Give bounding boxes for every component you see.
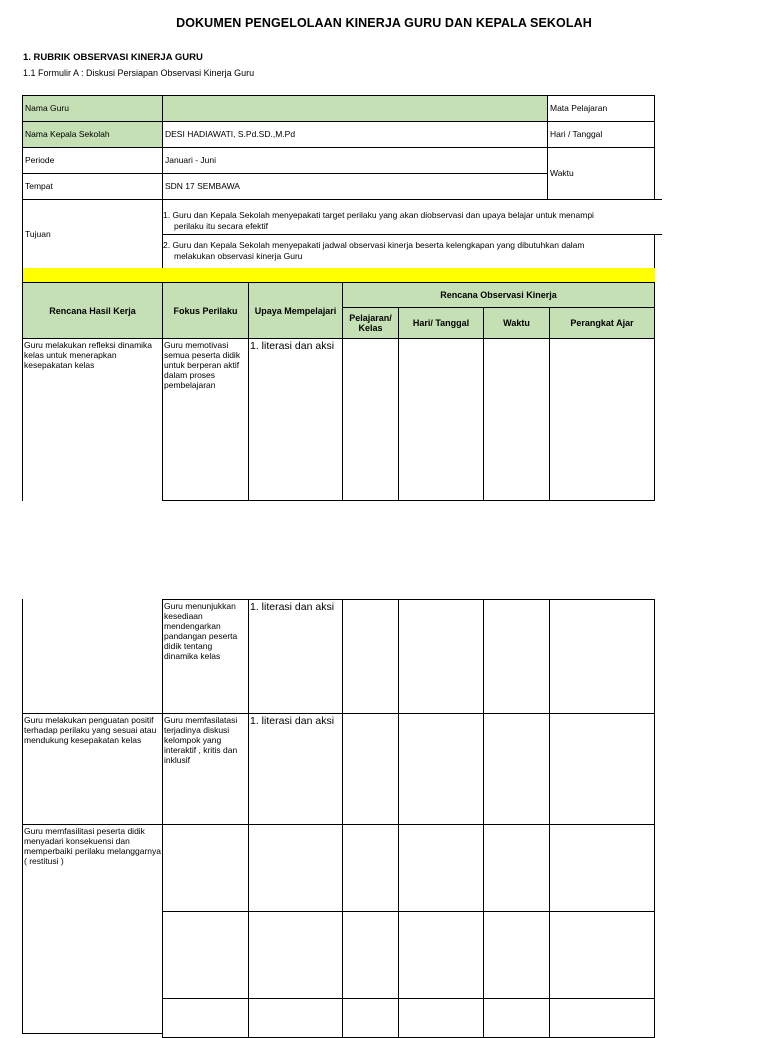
tujuan-2-line2: melakukan observasi kinerja Guru — [174, 251, 303, 261]
mata-pelajaran-label: Mata Pelajaran — [550, 103, 608, 113]
tujuan-label: Tujuan — [25, 229, 51, 239]
hari-tanggal-cell[interactable] — [547, 121, 655, 148]
header-rencana-observasi: Rencana Observasi Kinerja — [342, 282, 655, 308]
tempat-label-cell — [22, 173, 163, 200]
waktu-cell[interactable] — [547, 147, 655, 200]
table-row-3-waktu[interactable] — [483, 713, 550, 825]
table-row-4a-perangkat[interactable] — [549, 824, 655, 912]
row-3-upaya-text: 1. literasi dan aksi — [250, 715, 335, 727]
table-row-3-hari[interactable] — [398, 713, 484, 825]
table-row-4b-upaya[interactable] — [248, 911, 343, 999]
row-2-upaya-text: 1. literasi dan aksi — [250, 601, 335, 613]
section-heading: 1. RUBRIK OBSERVASI KINERJA GURU — [23, 52, 203, 63]
row-1-fokus-text: Guru memotivasi semua peserta didik untuk berperan aktif dalam proses pembelajaran — [164, 340, 241, 390]
kepala-label: Nama Kepala Sekolah — [25, 129, 110, 139]
periode-label-cell — [22, 147, 163, 174]
tujuan-1-line1: 1. Guru dan Kepala Sekolah menyepakati target perilaku yang akan diobservasi dan upaya belajar untuk menampi — [163, 210, 594, 220]
row-4-rencana-text: Guru memfasilitasi peserta didik menyadari konsekuensi dan memperbaiki perilaku melanggarnya ( restitusi ) — [24, 826, 162, 866]
table-row-2-upaya[interactable] — [248, 599, 343, 714]
table-row-4b-pelajaran[interactable] — [342, 911, 399, 999]
periode-label: Periode — [25, 155, 55, 165]
row-2-fokus-text: Guru menunjukkan kesediaan mendengarkan pandangan peserta didik tentang dinamika kelas — [164, 601, 238, 661]
header-upaya: Upaya Mempelajari — [248, 282, 343, 339]
table-row-4a-upaya[interactable] — [248, 824, 343, 912]
table-row-4c-hari[interactable] — [398, 998, 484, 1038]
table-row-4a-hari[interactable] — [398, 824, 484, 912]
table-row-4c-pelajaran[interactable] — [342, 998, 399, 1038]
header-perangkat: Perangkat Ajar — [549, 307, 655, 339]
table-row-4-rencana[interactable] — [22, 824, 163, 1034]
table-row-2-pelajaran[interactable] — [342, 599, 399, 714]
table-row-2-perangkat[interactable] — [549, 599, 655, 714]
tujuan-2-cell — [162, 234, 655, 269]
table-row-3-upaya[interactable] — [248, 713, 343, 825]
tujuan-1-line2: perilaku itu secara efektif — [174, 221, 269, 231]
waktu-label: Waktu — [550, 168, 574, 178]
tempat-value-cell[interactable] — [162, 173, 548, 200]
table-row-3-pelajaran[interactable] — [342, 713, 399, 825]
table-row-1-fokus[interactable] — [162, 338, 249, 501]
subsection-heading: 1.1 Formulir A : Diskusi Persiapan Observasi Kinerja Guru — [23, 68, 255, 78]
table-row-4b-perangkat[interactable] — [549, 911, 655, 999]
nama-guru-label: Nama Guru — [25, 103, 69, 113]
header-fokus: Fokus Perilaku — [162, 282, 249, 339]
tujuan-label-cell — [22, 199, 163, 269]
table-row-1-pelajaran[interactable] — [342, 338, 399, 501]
table-row-1-hari[interactable] — [398, 338, 484, 501]
yellow-separator — [22, 268, 655, 282]
tujuan-2-line1: 2. Guru dan Kepala Sekolah menyepakati jadwal observasi kinerja beserta kelengkapan yang dibutuhkan dalam — [163, 240, 585, 250]
table-row-4c-upaya[interactable] — [248, 998, 343, 1038]
table-row-4c-waktu[interactable] — [483, 998, 550, 1038]
header-pelajaran: Pelajaran/ Kelas — [342, 307, 399, 339]
tempat-label: Tempat — [25, 181, 53, 191]
table-row-4b-fokus[interactable] — [162, 911, 249, 999]
table-row-4c-perangkat[interactable] — [549, 998, 655, 1038]
tujuan-1-cell — [162, 199, 662, 235]
table-row-4a-fokus[interactable] — [162, 824, 249, 912]
kepala-value: DESI HADIAWATI, S.Pd.SD.,M.Pd — [165, 129, 296, 139]
header-hari: Hari/ Tanggal — [398, 307, 484, 339]
row-3-rencana-text: Guru melakukan penguatan positif terhadap perilaku yang sesuai atau mendukung kesepakatan kelas — [24, 715, 157, 745]
tempat-value: SDN 17 SEMBAWA — [165, 181, 240, 191]
table-row-2-waktu[interactable] — [483, 599, 550, 714]
row-3-fokus-text: Guru memfasilatasi terjadinya diskusi kelompok yang interaktif , kritis dan inklusif — [164, 715, 238, 765]
table-row-1-perangkat[interactable] — [549, 338, 655, 501]
periode-value: Januari - Juni — [165, 155, 217, 165]
periode-value-cell[interactable] — [162, 147, 548, 174]
table-row-4b-hari[interactable] — [398, 911, 484, 999]
row-1-rencana-text: Guru melakukan refleksi dinamika kelas untuk menerapkan kesepakatan kelas — [24, 340, 153, 370]
table-row-3-fokus[interactable] — [162, 713, 249, 825]
kepala-label-cell — [22, 121, 163, 148]
row-1-upaya-text: 1. literasi dan aksi — [250, 340, 335, 352]
mata-pelajaran-cell[interactable] — [547, 95, 655, 122]
nama-guru-label-cell — [22, 95, 163, 122]
kepala-value-cell[interactable] — [162, 121, 548, 148]
table-row-4b-waktu[interactable] — [483, 911, 550, 999]
nama-guru-value-cell[interactable] — [162, 95, 548, 122]
table-row-3-perangkat[interactable] — [549, 713, 655, 825]
document-title: DOKUMEN PENGELOLAAN KINERJA GURU DAN KEPALA SEKOLAH — [176, 16, 592, 30]
hari-tanggal-label: Hari / Tanggal — [550, 129, 603, 139]
table-row-2-hari[interactable] — [398, 599, 484, 714]
table-row-3-rencana[interactable] — [22, 713, 163, 825]
header-waktu: Waktu — [483, 307, 550, 339]
header-rencana-hasil: Rencana Hasil Kerja — [22, 282, 163, 339]
table-row-2-rencana[interactable] — [22, 599, 163, 714]
table-row-1-waktu[interactable] — [483, 338, 550, 501]
table-row-4a-waktu[interactable] — [483, 824, 550, 912]
table-row-1-rencana[interactable] — [22, 338, 163, 501]
table-row-2-fokus[interactable] — [162, 599, 249, 714]
table-row-4a-pelajaran[interactable] — [342, 824, 399, 912]
table-row-4c-fokus[interactable] — [162, 998, 249, 1038]
table-row-1-upaya[interactable] — [248, 338, 343, 501]
